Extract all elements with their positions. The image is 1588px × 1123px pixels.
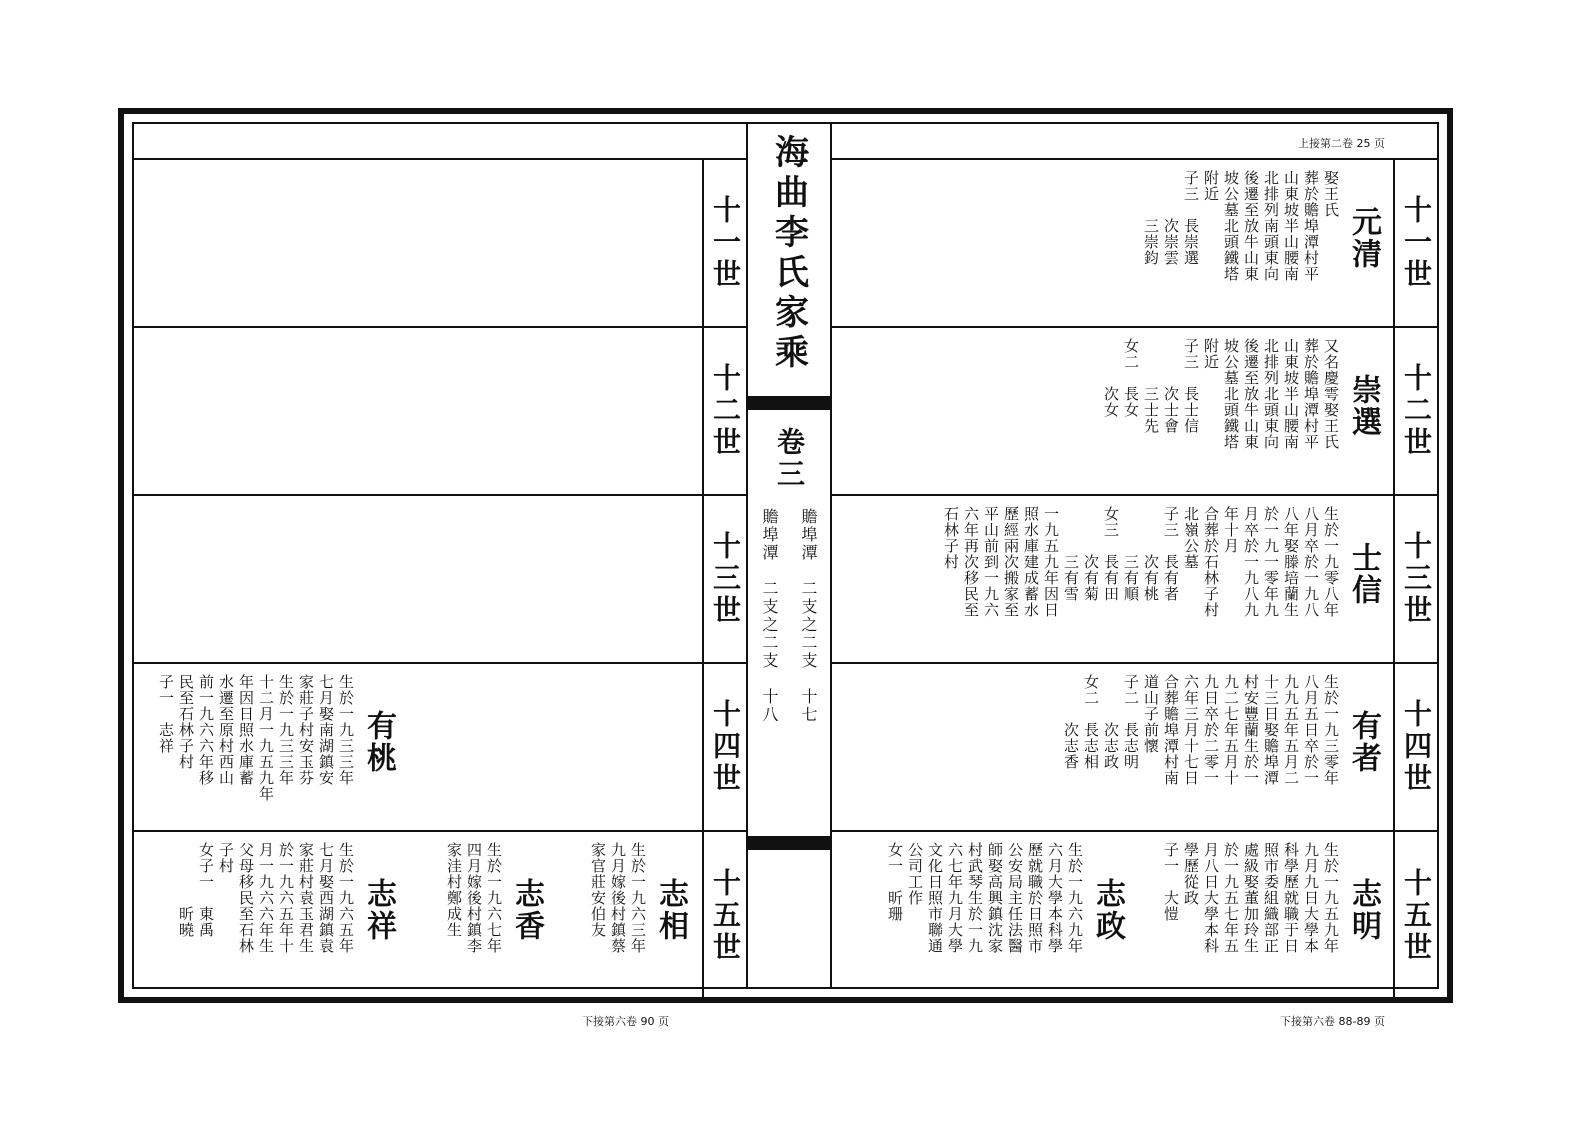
generation-label: 十三世	[702, 496, 746, 662]
person-bio: 生於一九三零年 八月五日卒於一 九九五年五月二 十三日娶贍埠潭 村安豐蘭生於一 九二七年五月十 九日卒於二零一 六年三月十七日 合葬贍埠潭村南 道山子前懷 子二 長志明 次志政 女二 長志相 次志香	[1062, 674, 1340, 786]
generation-label: 十四世	[1393, 664, 1437, 830]
person-entry	[138, 674, 400, 822]
generation-label: 十二世	[1393, 328, 1437, 494]
person-bio: 娶王氏 葬於贍埠潭村平 山東坡半山腰南 北排列南頭東向 後遷至放牛山東 坡公墓北頭鐵塔 附近 子三 長崇選 次崇雲 三崇鈞	[1142, 170, 1340, 282]
row-content	[134, 496, 700, 662]
left-row-15	[134, 832, 746, 999]
person-entry	[1135, 842, 1385, 991]
left-page	[134, 124, 746, 987]
person-entry	[1032, 674, 1385, 822]
right-header-strip	[832, 124, 1437, 160]
left-header-strip	[134, 124, 746, 160]
right-row-11	[832, 160, 1437, 328]
person-name: 志香	[509, 878, 544, 942]
person-name: 志明	[1346, 878, 1381, 942]
person-bio: 生於一九三三年 七月娶南湖鎮安 家莊子村安玉芬 生於一九三三年 十二月一九五九年 年因日照水庫蓄 水遷至原村西山 前一九六六年移 民至石林子村 子一 志祥	[157, 674, 355, 802]
spine-page-labels	[748, 508, 830, 808]
continuation-note-right: 下接第六卷 88-89 页	[1280, 1015, 1385, 1028]
row-content	[134, 328, 700, 494]
person-bio: 又名慶雩娶王氏 葬於贍埠潭村平 山東坡半山腰南 北排列北頭東向 後遷至放牛山東 坡公墓北頭鐵塔 附近 子三 長士信 次士會 三士先 女二 長女 次女	[1102, 338, 1340, 450]
person-entry	[1032, 170, 1385, 318]
continuation-note-top: 上接第二卷 25 页	[1298, 137, 1385, 150]
right-row-12	[832, 328, 1437, 496]
generation-label: 十一世	[702, 160, 746, 326]
left-row-14	[134, 664, 746, 832]
person-name: 士信	[1346, 542, 1381, 606]
right-row-15	[832, 832, 1437, 999]
right-page	[832, 124, 1437, 987]
person-name: 志祥	[361, 878, 396, 942]
generation-label: 十一世	[1393, 160, 1437, 326]
row-content	[832, 328, 1391, 494]
generation-label: 十四世	[702, 664, 746, 830]
person-bio: 生於一九零八年 八月卒於一九八 八年娶滕培蘭生 於一九一零年九 月卒於一九八九 年十月 合葬於石林子村 北嶺公墓 子三 長有者 次有桃 三有順 女三 長有田 次有菊 三有雪 一九五九年因日 照水庫建成蓄水 歷經兩次搬家至 平山前到一九六 六年再次移民至 石林子村	[942, 506, 1340, 618]
person-bio: 生於一九六五年 七月娶西湖鎮袁 家莊村袁玉君生 於一九六五年十 月一九六六年生 父母移民至石林 子村 女子一 東禹 昕曉	[177, 842, 355, 954]
row-content	[134, 832, 700, 999]
row-content	[832, 664, 1391, 830]
book-title: 海曲李氏家乘	[768, 134, 809, 374]
row-content	[832, 832, 1391, 999]
volume-label: 卷三	[773, 427, 806, 491]
generation-label: 十三世	[1393, 496, 1437, 662]
row-content	[832, 160, 1391, 326]
person-entry	[418, 842, 548, 991]
left-row-13	[134, 496, 746, 664]
person-name: 元清	[1346, 206, 1381, 270]
spine-column	[746, 124, 832, 987]
person-name: 有桃	[361, 710, 396, 774]
left-row-12	[134, 328, 746, 496]
person-entry	[992, 338, 1385, 486]
person-entry	[562, 842, 692, 991]
left-row-11	[134, 160, 746, 328]
person-entry	[138, 842, 400, 991]
spine-page-label-right: 贍埠潭 二支之二支 十七	[799, 508, 818, 724]
spine-page-label-left: 贍埠潭 二支之二支 十八	[760, 508, 779, 724]
spine-divider	[748, 836, 830, 850]
person-name: 志政	[1090, 878, 1125, 942]
generation-label: 十二世	[702, 328, 746, 494]
person-bio: 生於一九六九年 六月大學本科學 歷就職於日照市 公安局主任法醫 師娶高興鎮沈家 村武琴生於一九 六七年九月大學 文化日照市聯通 公司工作 女一 昕珊	[886, 842, 1084, 954]
spine-divider	[748, 396, 830, 410]
right-row-13	[832, 496, 1437, 664]
person-bio: 生於一九六三年 九月嫁後村鎮蔡 家官莊安伯友	[589, 842, 647, 954]
book-frame	[118, 108, 1453, 1003]
right-row-14	[832, 664, 1437, 832]
generation-label: 十五世	[702, 832, 746, 999]
row-content	[134, 664, 700, 830]
person-bio: 生於一九六七年 四月嫁後村鎮李 家洼村鄭成生	[445, 842, 503, 954]
person-name: 志相	[653, 878, 688, 942]
person-entry	[836, 842, 1129, 991]
book-inner-frame	[132, 122, 1439, 989]
continuation-note-left: 下接第六卷 90 页	[582, 1015, 669, 1028]
person-bio: 生於一九五九年 九月九日大學本 科學歷就職于日 照市委組織部正 處級娶董加玲生 於一九五七年五 月八日大學本科 學歷從政 子一 大愷	[1162, 842, 1340, 954]
row-content	[832, 496, 1391, 662]
person-entry	[872, 506, 1385, 654]
row-content	[134, 160, 700, 326]
person-name: 有者	[1346, 710, 1381, 774]
generation-label: 十五世	[1393, 832, 1437, 999]
person-name: 崇選	[1346, 374, 1381, 438]
